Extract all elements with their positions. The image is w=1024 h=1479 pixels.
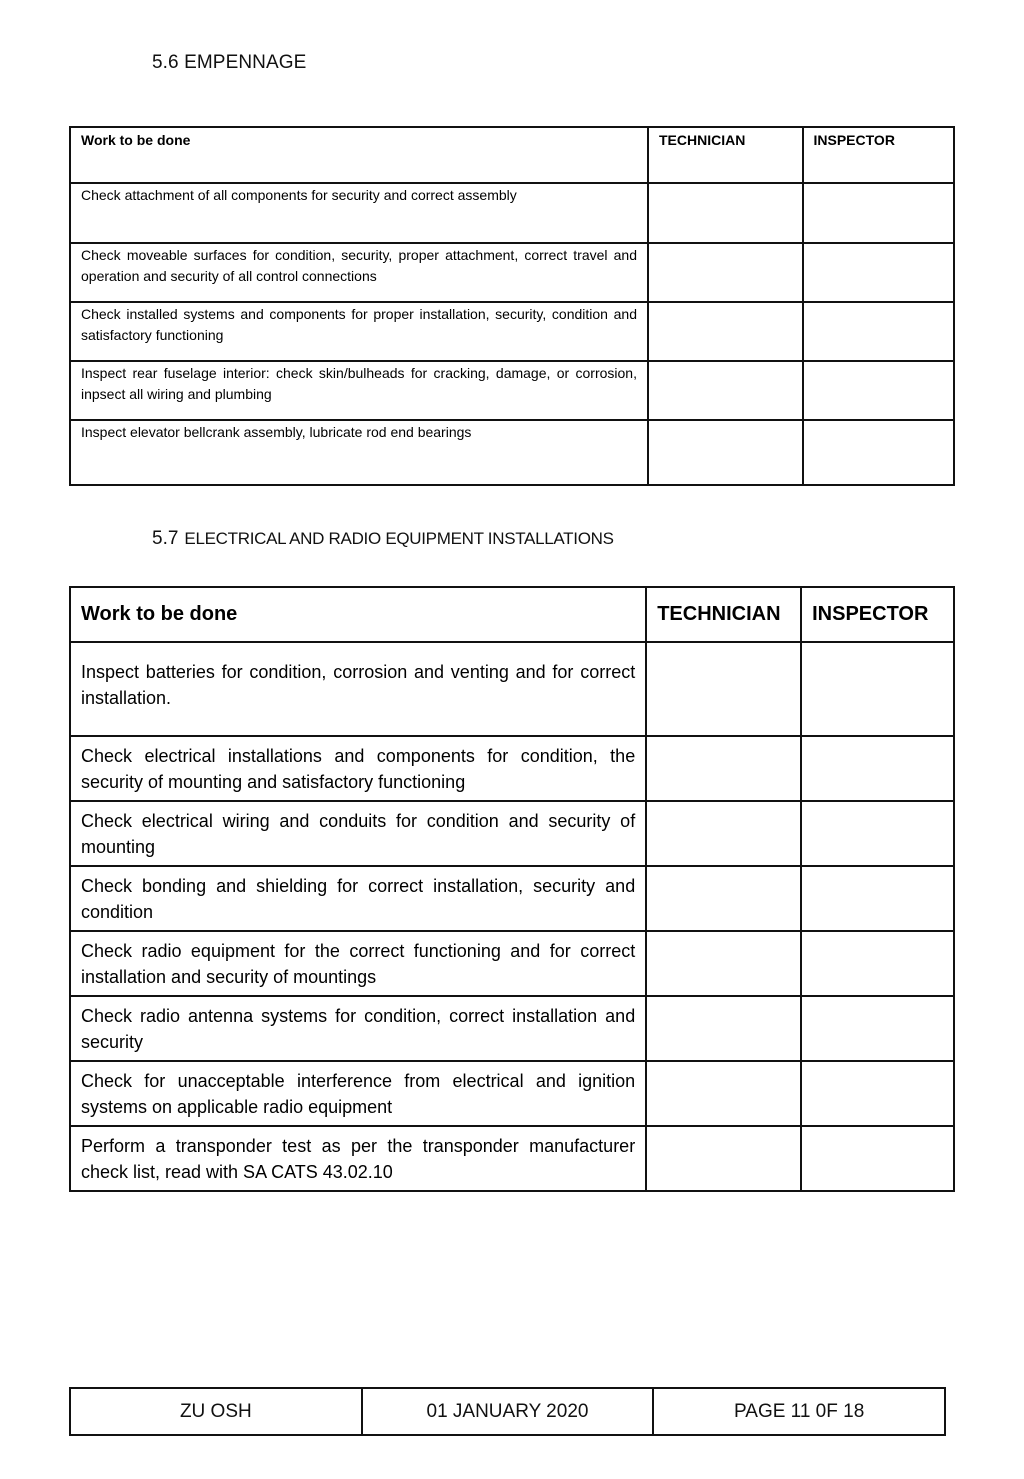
work-item: Perform a transponder test as per the transponder manufacturer check list, read with SA CATS 43.02.10 bbox=[70, 1126, 646, 1191]
footer-organization: ZU OSH bbox=[70, 1388, 362, 1435]
inspector-signoff-cell[interactable] bbox=[801, 1061, 954, 1126]
table-row bbox=[70, 420, 954, 485]
section-title: ELECTRICAL AND RADIO EQUIPMENT INSTALLATIONS bbox=[184, 529, 614, 548]
column-header-inspector: INSPECTOR bbox=[803, 127, 955, 183]
work-item: Check radio equipment for the correct functioning and for correct installation and security of mountings bbox=[70, 931, 646, 996]
work-item: Check bonding and shielding for correct installation, security and condition bbox=[70, 866, 646, 931]
inspector-signoff-cell[interactable] bbox=[801, 931, 954, 996]
technician-signoff-cell[interactable] bbox=[648, 420, 803, 485]
page-footer bbox=[69, 1387, 946, 1436]
work-item: Check electrical wiring and conduits for condition and security of mounting bbox=[70, 801, 646, 866]
inspector-signoff-cell[interactable] bbox=[803, 420, 955, 485]
technician-signoff-cell[interactable] bbox=[646, 801, 801, 866]
work-item: Check moveable surfaces for condition, security, proper attachment, correct travel and operation and security of all control connections bbox=[70, 243, 648, 302]
section-5-7-heading bbox=[152, 528, 614, 550]
inspector-signoff-cell[interactable] bbox=[801, 866, 954, 931]
column-header-work: Work to be done bbox=[70, 587, 646, 642]
work-item: Inspect rear fuselage interior: check skin/bulheads for cracking, damage, or corrosion, inpsect all wiring and plumbing bbox=[70, 361, 648, 420]
inspector-signoff-cell[interactable] bbox=[801, 1126, 954, 1191]
column-header-technician: TECHNICIAN bbox=[646, 587, 801, 642]
table-row bbox=[70, 183, 954, 243]
technician-signoff-cell[interactable] bbox=[648, 302, 803, 361]
table-row bbox=[70, 243, 954, 302]
inspector-signoff-cell[interactable] bbox=[801, 736, 954, 801]
technician-signoff-cell[interactable] bbox=[648, 243, 803, 302]
inspector-signoff-cell[interactable] bbox=[801, 996, 954, 1061]
electrical-radio-checklist-table bbox=[69, 586, 955, 1192]
table-row bbox=[70, 736, 954, 801]
empennage-checklist-table bbox=[69, 126, 955, 486]
work-item: Check for unacceptable interference from electrical and ignition systems on applicable radio equipment bbox=[70, 1061, 646, 1126]
technician-signoff-cell[interactable] bbox=[646, 736, 801, 801]
table-row bbox=[70, 1061, 954, 1126]
section-number: 5.7 bbox=[152, 528, 179, 549]
technician-signoff-cell[interactable] bbox=[646, 642, 801, 736]
footer-page-number: PAGE 11 0F 18 bbox=[653, 1388, 945, 1435]
column-header-work: Work to be done bbox=[70, 127, 648, 183]
table-row bbox=[70, 996, 954, 1061]
footer-date: 01 JANUARY 2020 bbox=[362, 1388, 654, 1435]
table-row bbox=[70, 302, 954, 361]
table-row bbox=[70, 1126, 954, 1191]
table-header-row bbox=[70, 587, 954, 642]
inspector-signoff-cell[interactable] bbox=[801, 801, 954, 866]
work-item: Check radio antenna systems for condition, correct installation and security bbox=[70, 996, 646, 1061]
table-row bbox=[70, 931, 954, 996]
column-header-inspector: INSPECTOR bbox=[801, 587, 954, 642]
technician-signoff-cell[interactable] bbox=[646, 1061, 801, 1126]
technician-signoff-cell[interactable] bbox=[646, 931, 801, 996]
section-5-6-heading: 5.6 EMPENNAGE bbox=[152, 52, 307, 73]
table-row bbox=[70, 361, 954, 420]
technician-signoff-cell[interactable] bbox=[646, 1126, 801, 1191]
inspector-signoff-cell[interactable] bbox=[803, 183, 955, 243]
inspector-signoff-cell[interactable] bbox=[803, 361, 955, 420]
table-row bbox=[70, 801, 954, 866]
work-item: Inspect batteries for condition, corrosion and venting and for correct installation. bbox=[70, 642, 646, 736]
technician-signoff-cell[interactable] bbox=[648, 361, 803, 420]
technician-signoff-cell[interactable] bbox=[646, 866, 801, 931]
table-row bbox=[70, 642, 954, 736]
column-header-technician: TECHNICIAN bbox=[648, 127, 803, 183]
work-item: Check installed systems and components for proper installation, security, condition and satisfactory functioning bbox=[70, 302, 648, 361]
work-item: Check attachment of all components for security and correct assembly bbox=[70, 183, 648, 243]
technician-signoff-cell[interactable] bbox=[646, 996, 801, 1061]
table-header-row bbox=[70, 127, 954, 183]
technician-signoff-cell[interactable] bbox=[648, 183, 803, 243]
table-row bbox=[70, 866, 954, 931]
inspector-signoff-cell[interactable] bbox=[803, 302, 955, 361]
inspector-signoff-cell[interactable] bbox=[803, 243, 955, 302]
inspector-signoff-cell[interactable] bbox=[801, 642, 954, 736]
work-item: Inspect elevator bellcrank assembly, lubricate rod end bearings bbox=[70, 420, 648, 485]
work-item: Check electrical installations and components for condition, the security of mounting and satisfactory functioning bbox=[70, 736, 646, 801]
